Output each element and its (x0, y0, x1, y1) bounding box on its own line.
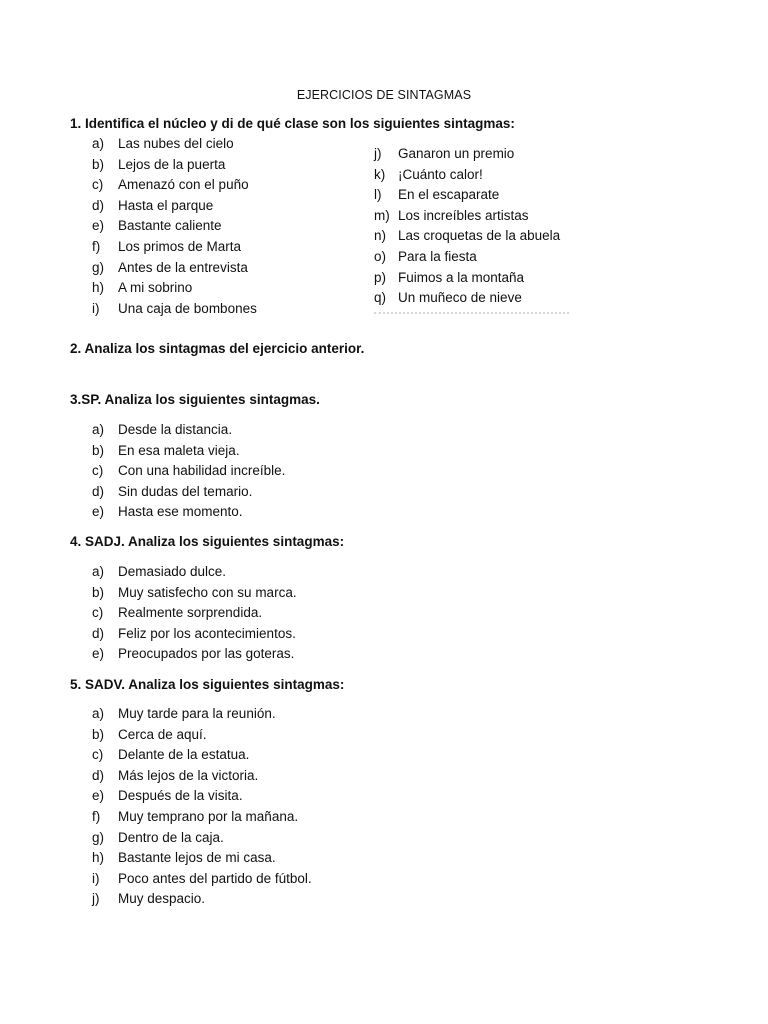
exercise-3-list (92, 420, 285, 523)
item-text: Para la fiesta (398, 248, 477, 264)
item-marker: o) (374, 248, 387, 264)
item-marker: a) (92, 564, 105, 579)
item-text: Realmente sorprendida. (118, 605, 263, 621)
list-item (92, 258, 257, 279)
item-marker: c) (92, 747, 104, 763)
item-marker: e) (92, 504, 105, 520)
item-text: Bastante lejos de mi casa. (118, 850, 276, 866)
item-text: Lejos de la puerta (118, 156, 226, 172)
item-text: Dentro de la caja. (118, 829, 224, 845)
item-text: Sin dudas del temario. (118, 483, 253, 499)
list-item (374, 144, 560, 165)
item-text: ¡Cuánto calor! (398, 166, 483, 182)
list-item (92, 237, 257, 258)
item-text: Muy tarde para la reunión. (118, 706, 276, 721)
item-text: Feliz por los acontecimientos. (118, 625, 296, 641)
list-item (92, 196, 257, 217)
list-item (92, 461, 285, 482)
list-item (92, 134, 257, 155)
item-text: Muy despacio. (118, 891, 206, 907)
item-marker: h) (92, 280, 105, 296)
item-text: Después de la visita. (118, 788, 243, 804)
list-item (92, 482, 285, 503)
item-text: En esa maleta vieja. (118, 442, 240, 458)
item-marker: j) (92, 891, 100, 907)
item-marker: c) (92, 177, 104, 193)
exercise-5-heading: 5. SADV. Analiza los siguientes sintagmas: (70, 677, 345, 692)
list-item (92, 562, 297, 583)
list-item (92, 704, 312, 725)
item-marker: l) (374, 187, 382, 203)
item-marker: a) (92, 706, 105, 721)
item-marker: p) (374, 269, 387, 285)
item-marker: e) (92, 788, 105, 804)
list-item (92, 502, 285, 523)
item-marker: d) (92, 483, 105, 499)
list-item (92, 889, 312, 910)
item-marker: a) (92, 136, 105, 151)
list-item (92, 278, 257, 299)
item-text: Antes de la entrevista (118, 259, 248, 275)
item-text: Las nubes del cielo (118, 136, 234, 151)
item-marker: i) (92, 870, 100, 886)
item-text: Una caja de bombones (118, 300, 257, 316)
list-item (92, 828, 312, 849)
list-item (92, 420, 285, 441)
item-text: Fuimos a la montaña (398, 269, 525, 285)
item-marker: b) (92, 726, 105, 742)
list-item (92, 583, 297, 604)
list-item (92, 869, 312, 890)
item-marker: h) (92, 850, 105, 866)
item-marker: j) (374, 146, 382, 161)
item-text: Un muñeco de nieve (398, 290, 522, 306)
item-marker: b) (92, 442, 105, 458)
item-marker: i) (92, 300, 100, 316)
item-text: Hasta el parque (118, 197, 214, 213)
item-marker: d) (92, 197, 105, 213)
list-item (374, 247, 560, 268)
list-item (92, 786, 312, 807)
item-marker: b) (92, 156, 105, 172)
item-text: Delante de la estatua. (118, 747, 250, 763)
item-marker: f) (92, 808, 101, 824)
item-text: Bastante caliente (118, 218, 222, 234)
item-text: Muy satisfecho con su marca. (118, 584, 297, 600)
item-marker: k) (374, 166, 386, 182)
item-text: Con una habilidad increíble. (118, 463, 286, 479)
item-text: Poco antes del partido de fútbol. (118, 870, 312, 886)
item-marker: a) (92, 422, 105, 437)
list-item (92, 624, 297, 645)
item-marker: b) (92, 584, 105, 600)
item-text: Los primos de Marta (118, 238, 242, 254)
exercise-1-heading: 1. Identifica el núcleo y di de qué clase son los siguientes sintagmas: (70, 116, 515, 131)
exercise-5-list (92, 704, 312, 910)
item-text: Las croquetas de la abuela (398, 228, 561, 244)
list-item (92, 848, 312, 869)
item-text: Demasiado dulce. (118, 564, 227, 579)
item-text: Muy temprano por la mañana. (118, 808, 299, 824)
exercise-4-list (92, 562, 297, 665)
item-marker: e) (92, 218, 105, 234)
item-text: Más lejos de la victoria. (118, 767, 259, 783)
item-marker: d) (92, 767, 105, 783)
item-text: A mi sobrino (118, 280, 193, 296)
clipped-text-line (374, 312, 569, 318)
item-marker: g) (92, 259, 105, 275)
exercise-1-list-right (374, 144, 560, 309)
item-marker: g) (92, 829, 105, 845)
item-text: Preocupados por las goteras. (118, 646, 295, 662)
list-item (92, 745, 312, 766)
item-marker: c) (92, 605, 104, 621)
exercise-1-list-left (92, 134, 257, 319)
item-marker: c) (92, 463, 104, 479)
item-text: Los increíbles artistas (398, 207, 529, 223)
item-marker: n) (374, 228, 387, 244)
list-item (374, 288, 560, 309)
exercise-4-heading: 4. SADJ. Analiza los siguientes sintagmas: (70, 534, 345, 549)
item-text: Cerca de aquí. (118, 726, 207, 742)
item-text: Ganaron un premio (398, 146, 515, 161)
item-text: En el escaparate (398, 187, 500, 203)
list-item (92, 644, 297, 665)
list-item (92, 216, 257, 237)
item-marker: q) (374, 290, 387, 306)
list-item (92, 441, 285, 462)
item-text: Amenazó con el puño (118, 177, 249, 193)
list-item (92, 299, 257, 320)
exercise-2-heading: 2. Analiza los sintagmas del ejercicio anterior. (70, 341, 365, 356)
list-item (374, 165, 560, 186)
list-item (374, 226, 560, 247)
item-text: Desde la distancia. (118, 422, 233, 437)
list-item (374, 185, 560, 206)
list-item (92, 155, 257, 176)
item-text: Hasta ese momento. (118, 504, 243, 520)
list-item (92, 603, 297, 624)
list-item (374, 268, 560, 289)
item-marker: d) (92, 625, 105, 641)
list-item (92, 725, 312, 746)
list-item (374, 206, 560, 227)
list-item (92, 807, 312, 828)
item-marker: e) (92, 646, 105, 662)
list-item (92, 175, 257, 196)
exercise-3-heading: 3.SP. Analiza los siguientes sintagmas. (70, 392, 320, 407)
list-item (92, 766, 312, 787)
item-marker: f) (92, 238, 101, 254)
item-marker: m) (374, 207, 390, 223)
document-title: EJERCICIOS DE SINTAGMAS (296, 88, 472, 102)
